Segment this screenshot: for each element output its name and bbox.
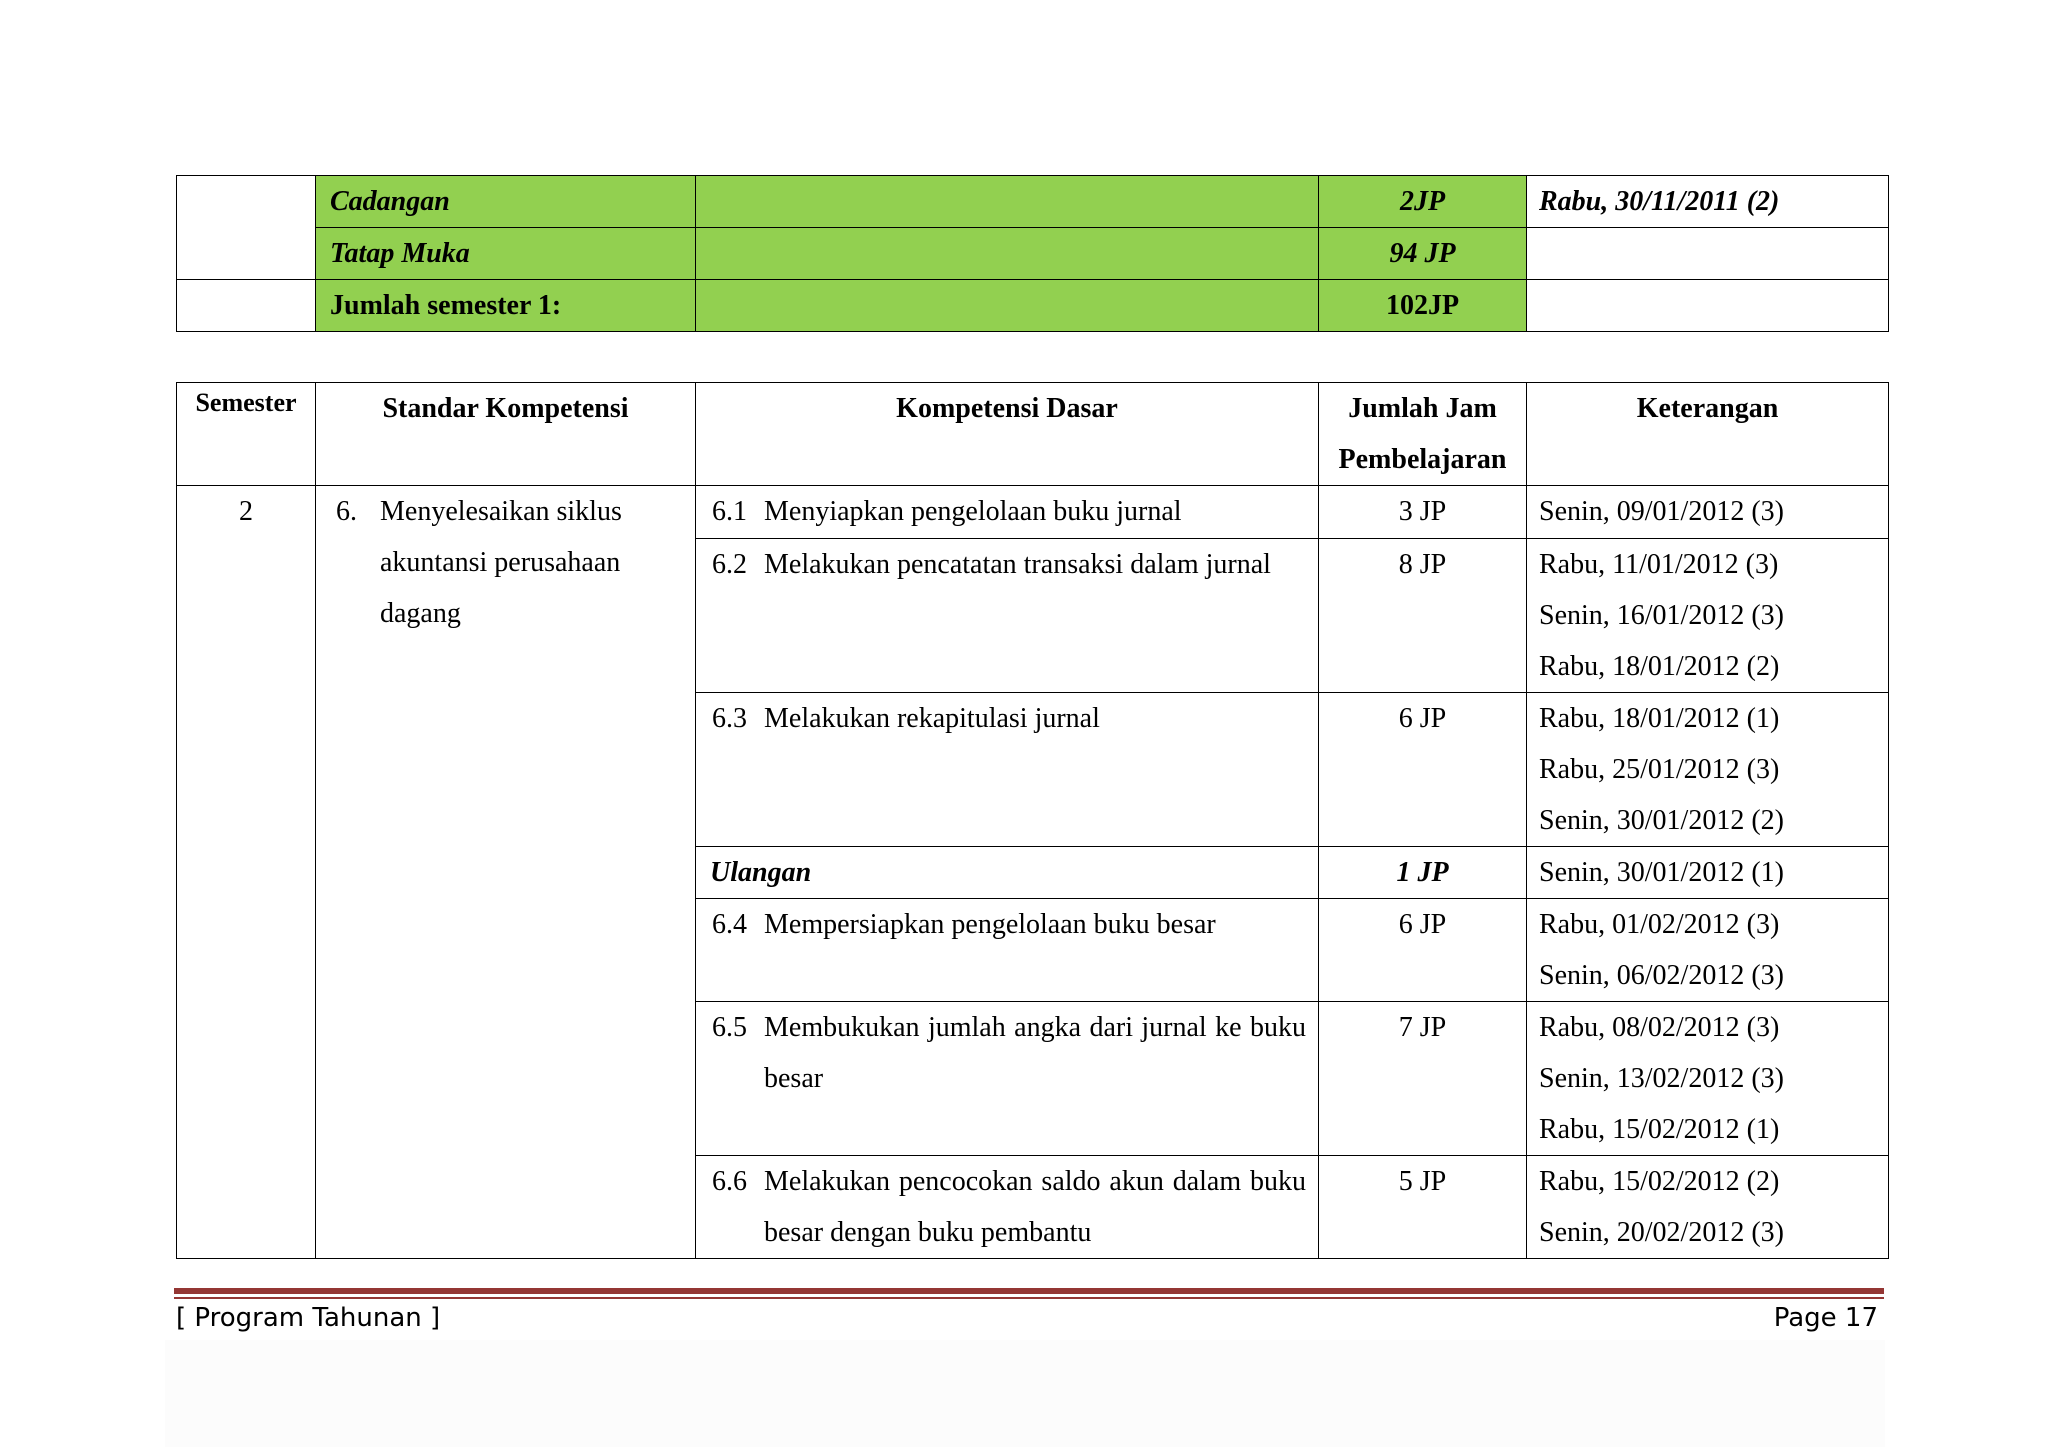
ket-line: Senin, 13/02/2012 (3)	[1539, 1063, 1784, 1094]
jumlah-jam-cell: 7 JP	[1319, 1002, 1527, 1156]
kd-text: Melakukan pencatatan transaksi dalam jurnal	[764, 549, 1271, 580]
ket-line: Senin, 30/01/2012 (1)	[1539, 857, 1784, 888]
keterangan-cell	[1527, 693, 1889, 847]
summary-jp: 2JP	[1319, 176, 1527, 228]
keterangan-cell	[1527, 539, 1889, 693]
jumlah-jam-cell: 5 JP	[1319, 1156, 1527, 1259]
program-tahunan-table	[176, 382, 1889, 1259]
page-bottom-tint	[165, 1340, 1885, 1447]
ket-line: Senin, 06/02/2012 (3)	[1539, 960, 1784, 991]
keterangan-cell	[1527, 486, 1889, 539]
jumlah-jam-cell: 3 JP	[1319, 486, 1527, 539]
header-jumlah-line1: Jumlah Jam	[1348, 393, 1497, 424]
footer-rule	[174, 1288, 1884, 1294]
standar-text: Menyelesaikan siklus akuntansi perusahaan dagang	[380, 496, 622, 629]
summary-row-jumlah	[177, 280, 1889, 332]
kd-text: Membukukan jumlah angka dari jurnal ke buku besar	[764, 1012, 1306, 1094]
summary-row-cadangan	[177, 176, 1889, 228]
summary-blank	[696, 176, 1319, 228]
ket-line: Senin, 20/02/2012 (3)	[1539, 1217, 1784, 1248]
standar-kompetensi-cell	[316, 486, 696, 1259]
semester-cell: 2	[177, 486, 316, 1259]
kd-number: 6.2	[712, 549, 747, 580]
table-header-row	[177, 383, 1889, 486]
footer-title: [ Program Tahunan ]	[176, 1303, 441, 1333]
header-jumlah-jam	[1319, 383, 1527, 486]
kd-number: 6.5	[712, 1012, 747, 1043]
summary-label: Tatap Muka	[316, 228, 696, 280]
ket-line: Rabu, 08/02/2012 (3)	[1539, 1012, 1780, 1043]
header-semester: Semester	[177, 383, 316, 486]
jumlah-jam-cell: 1 JP	[1319, 847, 1527, 899]
jumlah-jam-cell: 6 JP	[1319, 693, 1527, 847]
jumlah-jam-cell: 6 JP	[1319, 899, 1527, 1002]
ket-line: Senin, 30/01/2012 (2)	[1539, 805, 1784, 836]
ket-line: Rabu, 18/01/2012 (2)	[1539, 651, 1780, 682]
kompetensi-dasar-cell	[696, 486, 1319, 539]
keterangan-cell	[1527, 1002, 1889, 1156]
kd-number: 6.4	[712, 909, 747, 940]
ket-line: Senin, 09/01/2012 (3)	[1539, 496, 1784, 527]
semester1-summary-table	[176, 175, 1889, 332]
ket-line: Rabu, 25/01/2012 (3)	[1539, 754, 1780, 785]
kompetensi-dasar-cell	[696, 1002, 1319, 1156]
ket-line: Rabu, 11/01/2012 (3)	[1539, 549, 1779, 580]
header-jumlah-line2: Pembelajaran	[1338, 444, 1507, 475]
kd-number: 6.3	[712, 703, 747, 734]
kompetensi-dasar-cell	[696, 693, 1319, 847]
keterangan-cell	[1527, 847, 1889, 899]
kompetensi-dasar-cell	[696, 899, 1319, 1002]
summary-empty-cell	[177, 176, 316, 280]
kd-text: Mempersiapkan pengelolaan buku besar	[764, 909, 1216, 940]
footer-rule-thin	[174, 1297, 1884, 1299]
kompetensi-dasar-cell	[696, 539, 1319, 693]
page-number: Page 17	[1773, 1303, 1878, 1333]
summary-keterangan: Rabu, 30/11/2011 (2)	[1527, 176, 1889, 228]
ket-line: Rabu, 15/02/2012 (2)	[1539, 1166, 1780, 1197]
kd-text: Melakukan rekapitulasi jurnal	[764, 703, 1100, 734]
kompetensi-dasar-cell	[696, 847, 1319, 899]
summary-blank	[696, 228, 1319, 280]
summary-label: Cadangan	[316, 176, 696, 228]
kd-text: Menyiapkan pengelolaan buku jurnal	[764, 496, 1182, 527]
summary-jp: 94 JP	[1319, 228, 1527, 280]
summary-jp: 102JP	[1319, 280, 1527, 332]
kd-number: 6.6	[712, 1166, 747, 1197]
ket-line: Rabu, 18/01/2012 (1)	[1539, 703, 1780, 734]
jumlah-jam-cell: 8 JP	[1319, 539, 1527, 693]
header-keterangan: Keterangan	[1527, 383, 1889, 486]
summary-blank	[696, 280, 1319, 332]
summary-empty-cell	[177, 280, 316, 332]
summary-keterangan	[1527, 280, 1889, 332]
kd-number: 6.1	[712, 496, 747, 527]
summary-keterangan	[1527, 228, 1889, 280]
kompetensi-dasar-cell	[696, 1156, 1319, 1259]
ket-line: Senin, 16/01/2012 (3)	[1539, 600, 1784, 631]
ket-line: Rabu, 15/02/2012 (1)	[1539, 1114, 1780, 1145]
kd-text: Ulangan	[710, 857, 812, 888]
kd-text: Melakukan pencocokan saldo akun dalam buku besar dengan buku pembantu	[764, 1166, 1306, 1248]
summary-label: Jumlah semester 1:	[316, 280, 696, 332]
keterangan-cell	[1527, 1156, 1889, 1259]
keterangan-cell	[1527, 899, 1889, 1002]
summary-row-tatap-muka	[177, 228, 1889, 280]
header-standar-kompetensi: Standar Kompetensi	[316, 383, 696, 486]
table-row	[177, 486, 1889, 539]
header-kompetensi-dasar: Kompetensi Dasar	[696, 383, 1319, 486]
ket-line: Rabu, 01/02/2012 (3)	[1539, 909, 1780, 940]
standar-number: 6.	[336, 496, 357, 527]
